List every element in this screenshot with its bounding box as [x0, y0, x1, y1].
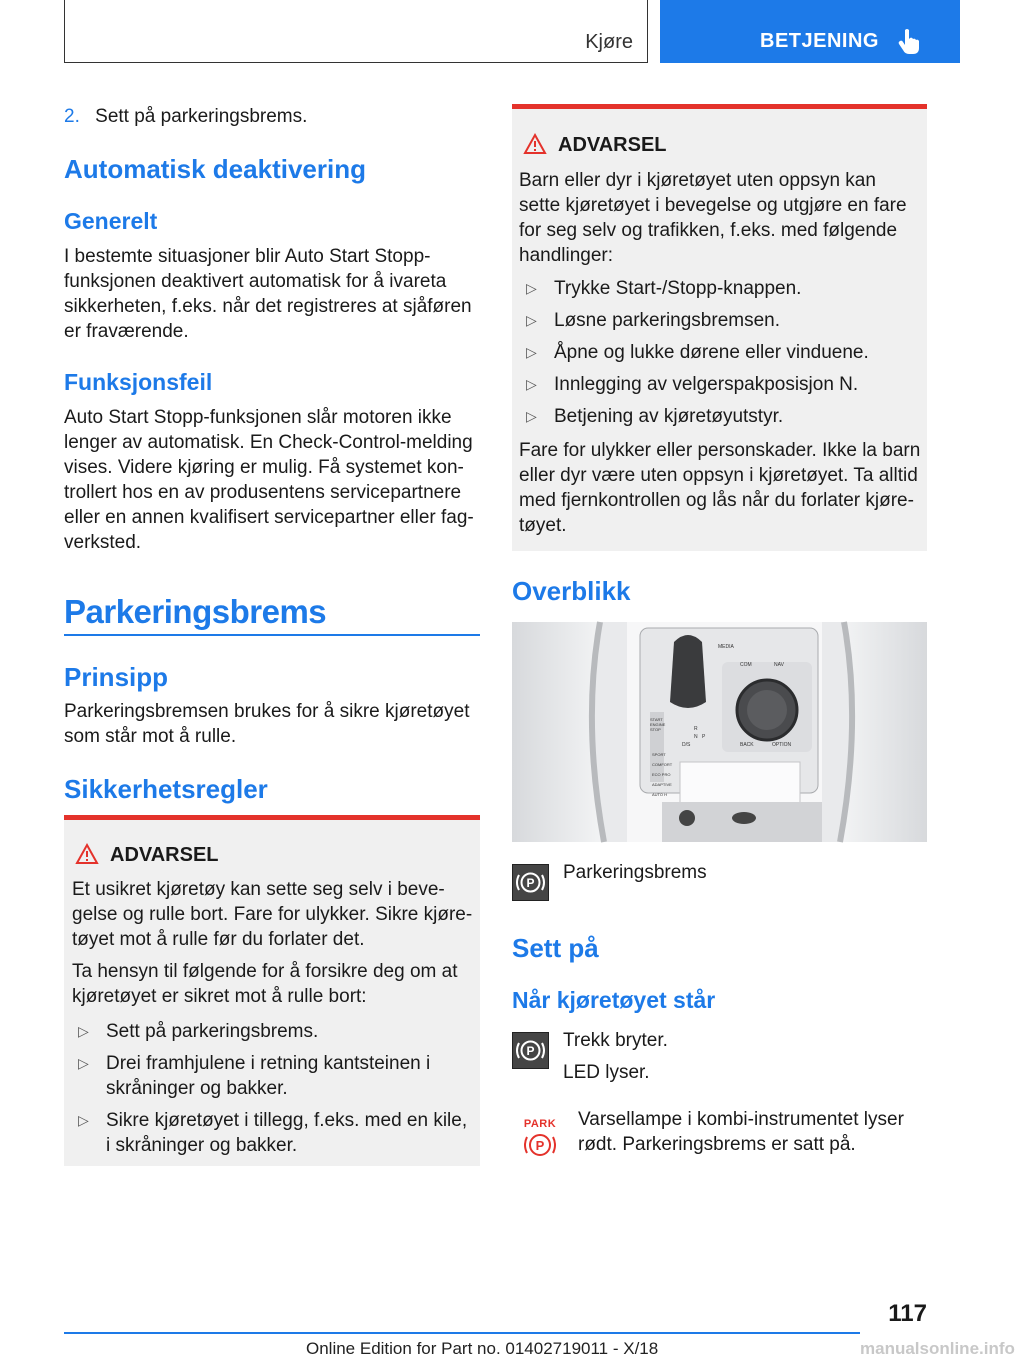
text-line: Et usikret kjøretøy kan sette seg selv i beve-: [72, 879, 445, 900]
console-illustration: [512, 622, 927, 842]
step-led-lights: LED lyser.: [563, 1062, 650, 1083]
text-line: tøyet.: [519, 515, 567, 536]
triangle-bullet-icon: ▷: [526, 312, 537, 328]
svg-text:P: P: [526, 876, 535, 890]
general-paragraph: [64, 244, 472, 344]
label-sport: SPORT: [652, 752, 666, 757]
heading-when-stationary: Når kjøretøyet står: [512, 987, 716, 1013]
warning-triangle-icon: [524, 134, 546, 154]
label-n: N: [694, 734, 698, 740]
list-item: [526, 340, 869, 372]
list-item: [78, 1051, 478, 1101]
warning-text-2: [72, 959, 457, 1009]
list-item: [526, 404, 869, 436]
text-line: skråninger og bakker.: [106, 1078, 288, 1099]
step-text: Sett på parkeringsbrems.: [95, 106, 308, 127]
warning-text-2: [519, 438, 920, 538]
park-indicator-icon: [520, 1118, 560, 1162]
text-line: tøyet mot å rulle før du forlater det.: [72, 929, 365, 950]
triangle-bullet-icon: ▷: [78, 1112, 89, 1128]
label-nav: NAV: [774, 662, 784, 668]
text-line: Parkeringsbremsen brukes for å sikre kjøretøyet: [64, 701, 470, 722]
warning-text-1: [72, 877, 472, 952]
svg-text:P: P: [526, 1044, 535, 1058]
label-back: BACK: [740, 742, 754, 748]
triangle-bullet-icon: ▷: [526, 344, 537, 360]
triangle-bullet-icon: ▷: [526, 376, 537, 392]
label-r: R: [694, 726, 698, 732]
label-p: P: [702, 734, 706, 740]
text-line: rødt. Parkeringsbrems er satt på.: [578, 1134, 856, 1155]
heading-malfunction: Funksjonsfeil: [64, 369, 213, 395]
text-line: eller dyr være uten oppsyn i kjøretøyet. Ta alltid: [519, 465, 918, 486]
page-number: 117: [888, 1300, 927, 1327]
text-line: vises. Videre kjøring er mulig. Få systemet kon-: [64, 457, 464, 478]
text-line: verksted.: [64, 532, 142, 553]
label-ds: D/S: [682, 742, 691, 748]
warning-text-1: [519, 168, 907, 268]
text-line: som står mot å rulle.: [64, 726, 237, 747]
text-line: med fjernkontrollen og lås når du forlater kjøre-: [519, 490, 914, 511]
text-line: Innlegging av velgerspakposisjon N.: [554, 374, 859, 395]
heading-underline: [64, 634, 480, 636]
svg-text:P: P: [535, 1138, 545, 1153]
text-line: Varsellampe i kombi-instrumentet lyser: [578, 1109, 904, 1130]
warning-box-rolling: [64, 815, 480, 1166]
text-line: Løsne parkeringsbremsen.: [554, 310, 780, 331]
section-tab-label: BETJENING: [760, 30, 879, 52]
text-line: Auto Start Stopp-funksjonen slår motoren ikke: [64, 407, 452, 428]
malfunction-paragraph: [64, 405, 474, 555]
caption-parking-brake: Parkeringsbrems: [563, 862, 707, 883]
triangle-bullet-icon: ▷: [78, 1055, 89, 1071]
footer-rule: [64, 1332, 860, 1334]
list-item: [526, 308, 869, 340]
text-line: sikkerheten, f.eks. når det registreres at sjåføren: [64, 296, 472, 317]
text-line: lenger av automatisk. En Check-Control-melding: [64, 432, 473, 453]
text-line: Trykke Start-/Stopp-knappen.: [554, 278, 802, 299]
list-item: [526, 276, 869, 308]
text-line: Åpne og lukke dørene eller vinduene.: [554, 342, 869, 363]
park-circle-icon: [520, 1130, 560, 1160]
label-comfort: COMFORT: [652, 762, 673, 767]
step-2: [64, 104, 307, 129]
heading-automatic-deactivation: Automatisk deaktivering: [64, 154, 366, 184]
label-start-stop: START ENGINE STOP: [650, 717, 666, 732]
list-item: [78, 1019, 478, 1044]
chapter-title: Kjøre: [585, 31, 633, 53]
triangle-bullet-icon: ▷: [526, 408, 537, 424]
label-eco-pro: ECO PRO: [652, 772, 671, 777]
text-line: eller en annen kvalifisert servicepartner eller fag-: [64, 507, 474, 528]
warning-triangle-icon: [76, 844, 98, 864]
label-com: COM: [740, 662, 752, 668]
heading-principle: Prinsipp: [64, 662, 169, 692]
triangle-bullet-icon: ▷: [78, 1023, 89, 1039]
text-line: handlinger:: [519, 245, 614, 266]
text-line: Sikre kjøretøyet i tillegg, f.eks. med en kile,: [106, 1110, 468, 1131]
park-badge-text: PARK: [523, 1118, 557, 1130]
text-line: i skråninger og bakker.: [106, 1135, 298, 1156]
heading-overview: Overblikk: [512, 576, 631, 606]
text-line: Drei framhjulene i retning kantsteinen i: [106, 1053, 431, 1074]
warning-box-children: [512, 104, 927, 551]
parking-brake-switch-icon: [512, 1032, 549, 1069]
apply-steps: [563, 1028, 668, 1085]
warning-title: ADVARSEL: [110, 844, 219, 866]
label-adaptive: ADAPTIVE: [652, 782, 672, 787]
warning-title: ADVARSEL: [558, 134, 667, 156]
heading-safety-rules: Sikkerhetsregler: [64, 774, 268, 804]
watermark: manualsonline.info: [860, 1339, 1015, 1358]
text-line: Sett på parkeringsbrems.: [106, 1021, 319, 1042]
pointing-hand-icon: [898, 28, 920, 54]
triangle-bullet-icon: ▷: [526, 280, 537, 296]
text-line: Betjening av kjøretøyutstyr.: [554, 406, 784, 427]
header-chapter-box: [64, 0, 648, 63]
text-line: trollert hos en av produsentens servicepartnere: [64, 482, 462, 503]
text-line: gelse og rulle bort. Fare for ulykker. Sikre kjøre-: [72, 904, 473, 925]
label-media: MEDIA: [718, 644, 734, 650]
text-line: kjøretøyet er sikret mot å rulle bort:: [72, 986, 367, 1007]
text-line: Ta hensyn til følgende for å forsikre deg om at: [72, 961, 458, 982]
parking-brake-switch-icon: [512, 864, 549, 901]
warning-bullet-list: [78, 1019, 478, 1158]
label-option: OPTION: [772, 742, 792, 748]
section-tab: [660, 0, 960, 63]
step-number: 2.: [64, 106, 80, 127]
principle-paragraph: [64, 699, 469, 749]
center-console-photo: [512, 622, 927, 842]
indicator-paragraph: [578, 1107, 904, 1157]
text-line: Fare for ulykker eller personskader. Ikke la barn: [519, 440, 921, 461]
list-item: [78, 1108, 478, 1158]
warning-bullet-list: [526, 276, 869, 436]
text-line: for seg selv og trafikken, f.eks. med følgende: [519, 220, 898, 241]
text-line: sette kjøretøyet i bevegelse og utgjøre en fare: [519, 195, 907, 216]
step-pull-switch: Trekk bryter.: [563, 1030, 668, 1051]
heading-parking-brake: Parkeringsbrems: [64, 593, 327, 630]
text-line: funksjonen deaktivert automatisk for å ivareta: [64, 271, 447, 292]
text-line: Barn eller dyr i kjøretøyet uten oppsyn kan: [519, 170, 876, 191]
label-auto-h: AUTO H: [652, 792, 668, 797]
text-line: I bestemte situasjoner blir Auto Start Stopp-: [64, 246, 431, 267]
edition-text: Online Edition for Part no. 01402719011 - X/18: [306, 1339, 659, 1358]
list-item: [526, 372, 869, 404]
text-line: er fraværende.: [64, 321, 189, 342]
heading-apply: Sett på: [512, 933, 599, 963]
heading-general: Generelt: [64, 208, 158, 234]
